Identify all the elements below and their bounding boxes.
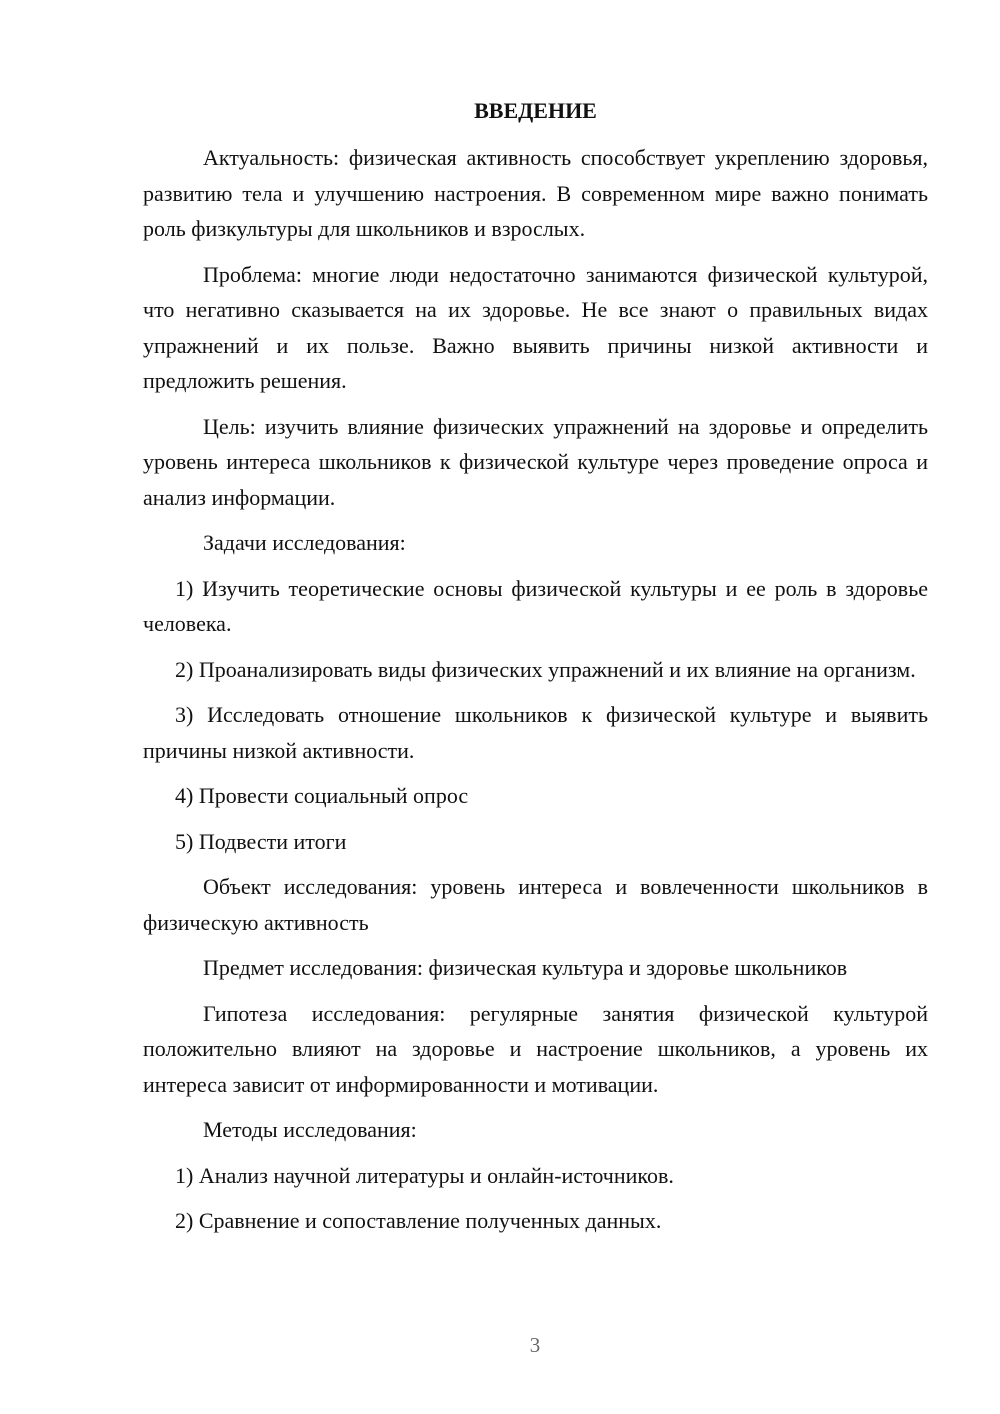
list-item-method-2: 2) Сравнение и сопоставление полученных данных. [175,1208,662,1233]
paragraph-object: Объект исследования: уровень интереса и вовлеченности школьников в физическую активность [143,874,928,935]
paragraph-goal: Цель: изучить влияние физических упражнений на здоровье и определить уровень интереса школьников к физической культуре через проведение опроса и анализ информации. [143,413,928,510]
list-item-task-3: 3) Исследовать отношение школьников к физической культуре и выявить причины низкой активности. [143,702,928,763]
list-item-task-5: 5) Подвести итоги [175,828,347,854]
paragraph-methods-heading: Методы исследования: [203,1117,417,1142]
paragraph-tasks-heading: Задачи исследования: [203,530,406,555]
paragraph-subject: Предмет исследования: физическая культура и здоровье школьников [203,955,848,980]
page-content [143,96,928,1239]
page-number: 3 [529,1333,541,1357]
paragraph-problem: Проблема: многие люди недостаточно занимаются физической культурой, что негативно сказывается на их здоровье. Не все знают о правильных видах упражнений и их пользе. Важно выявить причины низкой активности и предложить решения. [143,261,928,393]
list-item-task-4: 4) Провести социальный опрос [175,783,469,808]
section-title: ВВЕДЕНИЕ [474,98,597,123]
list-item-task-1: 1) Изучить теоретические основы физической культуры и ее роль в здоровье человека. [143,575,928,636]
paragraph-hypothesis: Гипотеза исследования: регулярные занятия физической культурой положительно влияют на здоровье и настроение школьников, а уровень их интереса зависит от информированности и мотивации. [143,1000,928,1097]
paragraph-relevance: Актуальность: физическая активность способствует укреплению здоровья, развитию тела и улучшению настроения. В современном мире важно понимать роль физкультуры для школьников и взрослых. [143,145,928,241]
list-item-task-2: 2) Проанализировать виды физических упражнений и их влияние на организм. [175,656,916,682]
list-item-method-1: 1) Анализ научной литературы и онлайн-источников. [175,1162,674,1188]
